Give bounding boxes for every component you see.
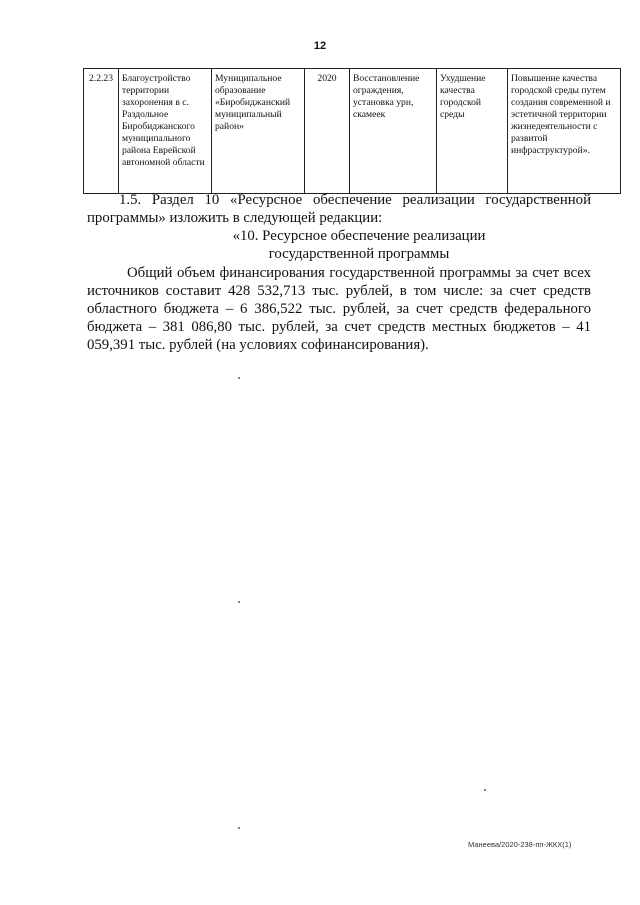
table-row [84, 69, 621, 194]
cell-year: 2020 [305, 69, 350, 194]
cell-risk: Ухудшение качества городской среды [437, 69, 508, 194]
section-heading-line1: «10. Ресурсное обеспечение реализации [232, 228, 486, 244]
page-number: 12 [313, 40, 327, 52]
scan-speck [484, 789, 486, 791]
cell-executor: Муниципальное образование «Биробиджанский муниципальный район» [212, 69, 305, 194]
cell-event-name: Благоустройство территории захоронения в с. Раздольное Биробиджанского муниципального района Еврейской автономной области [119, 69, 212, 194]
paragraph-financing: Общий объем финансирования государственной программы за счет всех источников составит 428 532,713 тыс. рублей, в том числе: за счет средств областного бюджета – 6 386,522 тыс. рублей, за счет средств федерального бюджета – 381 086,80 тыс. рублей, за счет средств местных бюджетов – 41 059,391 тыс. рублей (на условиях софинансирования). [87, 265, 591, 353]
scan-speck [238, 601, 240, 603]
document-reference: Манеева/2020-238-пп-ЖКХ(1) [468, 840, 572, 849]
cell-number: 2.2.23 [84, 69, 119, 194]
scan-speck [238, 377, 240, 379]
cell-activity: Восстановление ограждения, установка урн, скамеек [350, 69, 437, 194]
section-heading [87, 227, 631, 263]
program-table [83, 68, 621, 194]
cell-result: Повышение качества городской среды путем создания современной и эстетичной территории жизнедеятельности с развитой инфраструктурой». [508, 69, 621, 194]
scan-speck [238, 827, 240, 829]
section-heading-line2: государственной программы [268, 246, 450, 262]
paragraph-amendment: 1.5. Раздел 10 «Ресурсное обеспечение реализации государственной программы» изложить в следующей редакции: [87, 192, 591, 226]
